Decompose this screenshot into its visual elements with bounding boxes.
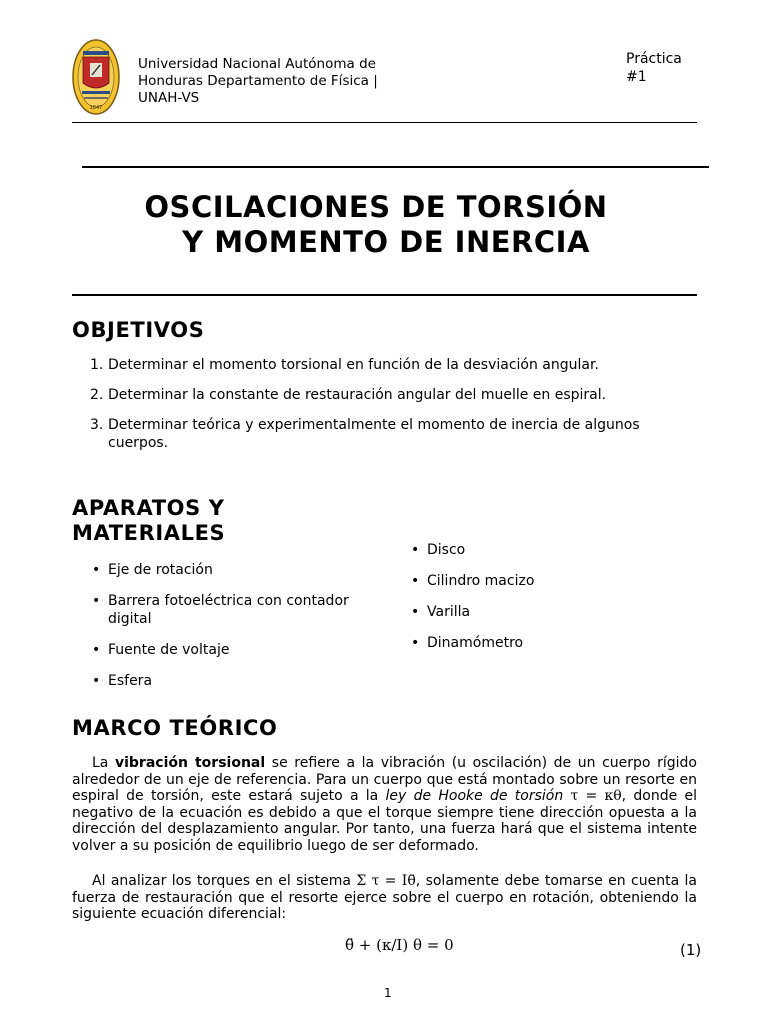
list-item: • Dinamómetro: [410, 634, 660, 652]
practice-label: [626, 50, 682, 86]
title-rule-bottom: [72, 294, 697, 296]
svg-text:1847: 1847: [89, 105, 103, 111]
university-logo: [72, 39, 120, 115]
practice-number: #1: [626, 69, 647, 85]
materials-list-left: [72, 561, 372, 703]
term-vibracion-torsional: vibración torsional: [114, 755, 266, 771]
list-item: • Eje de rotación: [72, 561, 372, 579]
objectives-list: [72, 356, 697, 464]
list-item: 3. Determinar teórica y experimentalmente el momento de inercia de algunos cuerpos.: [90, 417, 640, 451]
page-number: 1: [384, 986, 392, 1000]
header-divider: [72, 122, 697, 123]
list-item: • Barrera fotoeléctrica con contador digital: [72, 592, 372, 628]
term-ley-hooke: ley de Hooke de torsión: [385, 788, 564, 804]
list-item: • Varilla: [410, 603, 660, 621]
practice-title: Práctica: [626, 51, 682, 67]
list-item: • Disco: [410, 541, 660, 559]
title-line-1: OSCILACIONES DE TORSIÓN: [144, 190, 608, 224]
title-line-2: Y MOMENTO DE INERCIA: [182, 225, 590, 259]
list-item: • Cilindro macizo: [410, 572, 660, 590]
materials-list-right: [410, 541, 660, 665]
equation-1: θ̈ + (κ/I) θ = 0: [345, 936, 454, 954]
title-rule-top: [82, 166, 709, 168]
list-item: 1. Determinar el momento torsional en función de la desviación angular.: [90, 357, 599, 373]
university-name: Universidad Nacional Autónoma de Honduras Departamento de Física | UNAH-VS: [138, 56, 378, 106]
formula-torque-sum: Σ τ = Iθ̈: [356, 873, 416, 889]
list-item: 2. Determinar la constante de restauración angular del muelle en espiral.: [90, 387, 607, 403]
list-item: • Fuente de voltaje: [72, 641, 372, 659]
list-item: • Esfera: [72, 672, 372, 690]
equation-number: (1): [680, 941, 702, 959]
document-title: [72, 190, 696, 260]
formula-hooke: τ = κθ: [563, 788, 622, 804]
section-heading-objetivos: OBJETIVOS: [72, 318, 205, 342]
paragraph-vibracion: La vibración torsional se refiere a la vibración (u oscilación) de un cuerpo rígido alrededor de un eje de referencia. Para un cuerpo que está montado sobre un resorte en espiral de torsión, este estará sujeto a la ley de Hooke de torsión τ = κθ, donde el negativo de la ecuación es debido a que el torque siempre tiene dirección opuesta a la dirección del desplazamiento angular. Por tanto, una fuerza hará que el sistema intente volver a su posición de equilibrio luego de ser deformado.: [72, 755, 697, 854]
section-heading-aparatos: APARATOS Y MATERIALES: [72, 496, 226, 545]
paragraph-torques: Al analizar los torques en el sistema Σ τ = Iθ̈, solamente debe tomarse en cuenta la fuerza de restauración que el resorte ejerce sobre el cuerpo en rotación, obteniendo la siguiente ecuación diferencial:: [72, 873, 697, 922]
section-heading-marco: MARCO TEÓRICO: [72, 716, 278, 740]
